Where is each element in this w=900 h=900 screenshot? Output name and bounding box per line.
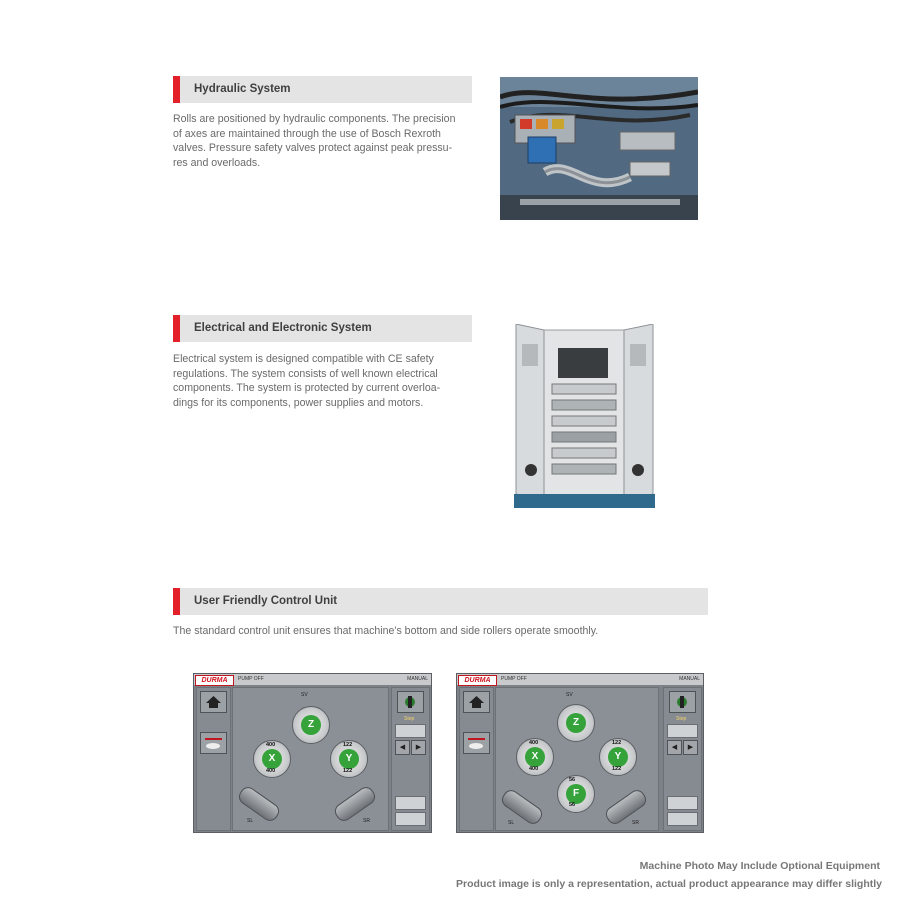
axis-display	[495, 687, 659, 831]
speed-field-2	[395, 812, 426, 826]
control-unit-description	[173, 624, 713, 639]
hydraulic-photo	[500, 77, 698, 220]
tool-icon	[670, 692, 695, 712]
panel-left-column	[459, 687, 494, 831]
right-arrow-icon: ▶	[683, 740, 698, 755]
electrical-cabinet-photo	[514, 324, 655, 508]
y-value-top: 122	[343, 742, 353, 748]
accent-bar	[173, 588, 180, 615]
speed-field-2	[667, 812, 698, 826]
control-panel-screenshot-2	[456, 673, 704, 833]
hydraulic-valves-image	[500, 77, 698, 220]
roller-icon	[464, 733, 489, 753]
speed-field-1	[667, 796, 698, 810]
electrical-section-title: Electrical and Electronic System	[194, 322, 372, 334]
electrical-cabinet-image	[514, 324, 655, 508]
electrical-section-header	[173, 315, 472, 342]
roller-label-sr: SR	[363, 818, 370, 824]
text-line: regulations. The system consists of well known electrical	[173, 367, 438, 380]
axis-x-label: X	[525, 747, 545, 767]
sv-label: SV	[566, 692, 573, 698]
control-panel-screenshot-1	[193, 673, 432, 833]
left-side-roller	[236, 784, 282, 824]
axis-z-label: Z	[566, 713, 586, 733]
axis-y-label: Y	[608, 747, 628, 767]
tool-button	[397, 691, 424, 713]
axis-y-label: Y	[339, 749, 359, 769]
home-icon	[464, 692, 489, 712]
pump-status: PUMP OFF	[238, 676, 264, 682]
step-label: Step	[676, 716, 687, 722]
mode-status: MANUAL	[407, 676, 428, 682]
x-value-top: 400	[266, 742, 276, 748]
roller-label-sr: SR	[632, 820, 639, 826]
tool-icon	[398, 692, 423, 712]
text-line: components. The system is protected by current overloa-	[173, 382, 441, 395]
roller-mode-button	[463, 732, 490, 754]
text-line: Electrical system is designed compatible with CE safety	[173, 353, 434, 365]
tool-button	[669, 691, 696, 713]
durma-logo: DURMA	[458, 675, 497, 686]
home-button	[463, 691, 490, 713]
step-field	[395, 724, 426, 738]
pump-status: PUMP OFF	[501, 676, 527, 682]
hydraulic-section-header	[173, 76, 472, 103]
left-arrow-icon: ◀	[667, 740, 682, 755]
roller-label-sl: SL	[247, 818, 254, 824]
y-value-bottom: 122	[612, 766, 622, 772]
left-arrow-icon: ◀	[395, 740, 410, 755]
footer-note-optional-equipment: Machine Photo May Include Optional Equipment	[639, 860, 880, 872]
home-icon	[201, 692, 226, 712]
hydraulic-section-title: Hydraulic System	[194, 83, 291, 95]
panel-left-column	[196, 687, 231, 831]
step-label: Step	[404, 716, 415, 722]
sv-label: SV	[301, 692, 308, 698]
text-line: valves. Pressure safety valves protect against peak pressu-	[173, 142, 453, 155]
x-value-bottom: 400	[266, 768, 276, 774]
axis-f-dial	[557, 775, 595, 813]
accent-bar	[173, 76, 180, 103]
y-value-top: 122	[612, 740, 622, 746]
electrical-description	[173, 352, 478, 410]
axis-f-label: F	[566, 784, 586, 804]
control-unit-section-header	[173, 588, 708, 615]
right-side-roller	[332, 784, 378, 824]
axis-z-dial	[557, 704, 595, 742]
hydraulic-description	[173, 112, 478, 170]
roller-icon	[201, 733, 226, 753]
control-unit-section-title: User Friendly Control Unit	[194, 595, 338, 607]
axis-z-dial	[292, 706, 330, 744]
step-field	[667, 724, 698, 738]
panel-right-column	[391, 687, 430, 831]
text-line: res and overloads.	[173, 156, 261, 169]
axis-x-label: X	[262, 749, 282, 769]
text-line: The standard control unit ensures that machine's bottom and side rollers operate smoothly.	[173, 625, 599, 637]
y-value-bottom: 122	[343, 768, 353, 774]
right-arrow-icon: ▶	[411, 740, 426, 755]
roller-mode-button	[200, 732, 227, 754]
mode-status: MANUAL	[679, 676, 700, 682]
axis-z-label: Z	[301, 715, 321, 735]
home-button	[200, 691, 227, 713]
left-side-roller	[499, 787, 545, 827]
text-line: dings for its components, power supplies and motors.	[173, 396, 424, 409]
text-line: Rolls are positioned by hydraulic components. The precision	[173, 113, 456, 125]
x-value-bottom: 400	[529, 766, 539, 772]
footer-note-representation: Product image is only a representation, actual product appearance may differ slightly	[456, 878, 882, 890]
text-line: of axes are maintained through the use of Bosch Rexroth	[173, 127, 441, 140]
durma-logo: DURMA	[195, 675, 234, 686]
panel-right-column	[663, 687, 702, 831]
right-side-roller	[603, 787, 649, 827]
f-value-bottom: 56	[569, 802, 576, 808]
accent-bar	[173, 315, 180, 342]
roller-label-sl: SL	[508, 820, 515, 826]
f-value-top: 56	[569, 777, 576, 783]
axis-display	[232, 687, 389, 831]
x-value-top: 400	[529, 740, 539, 746]
speed-field-1	[395, 796, 426, 810]
